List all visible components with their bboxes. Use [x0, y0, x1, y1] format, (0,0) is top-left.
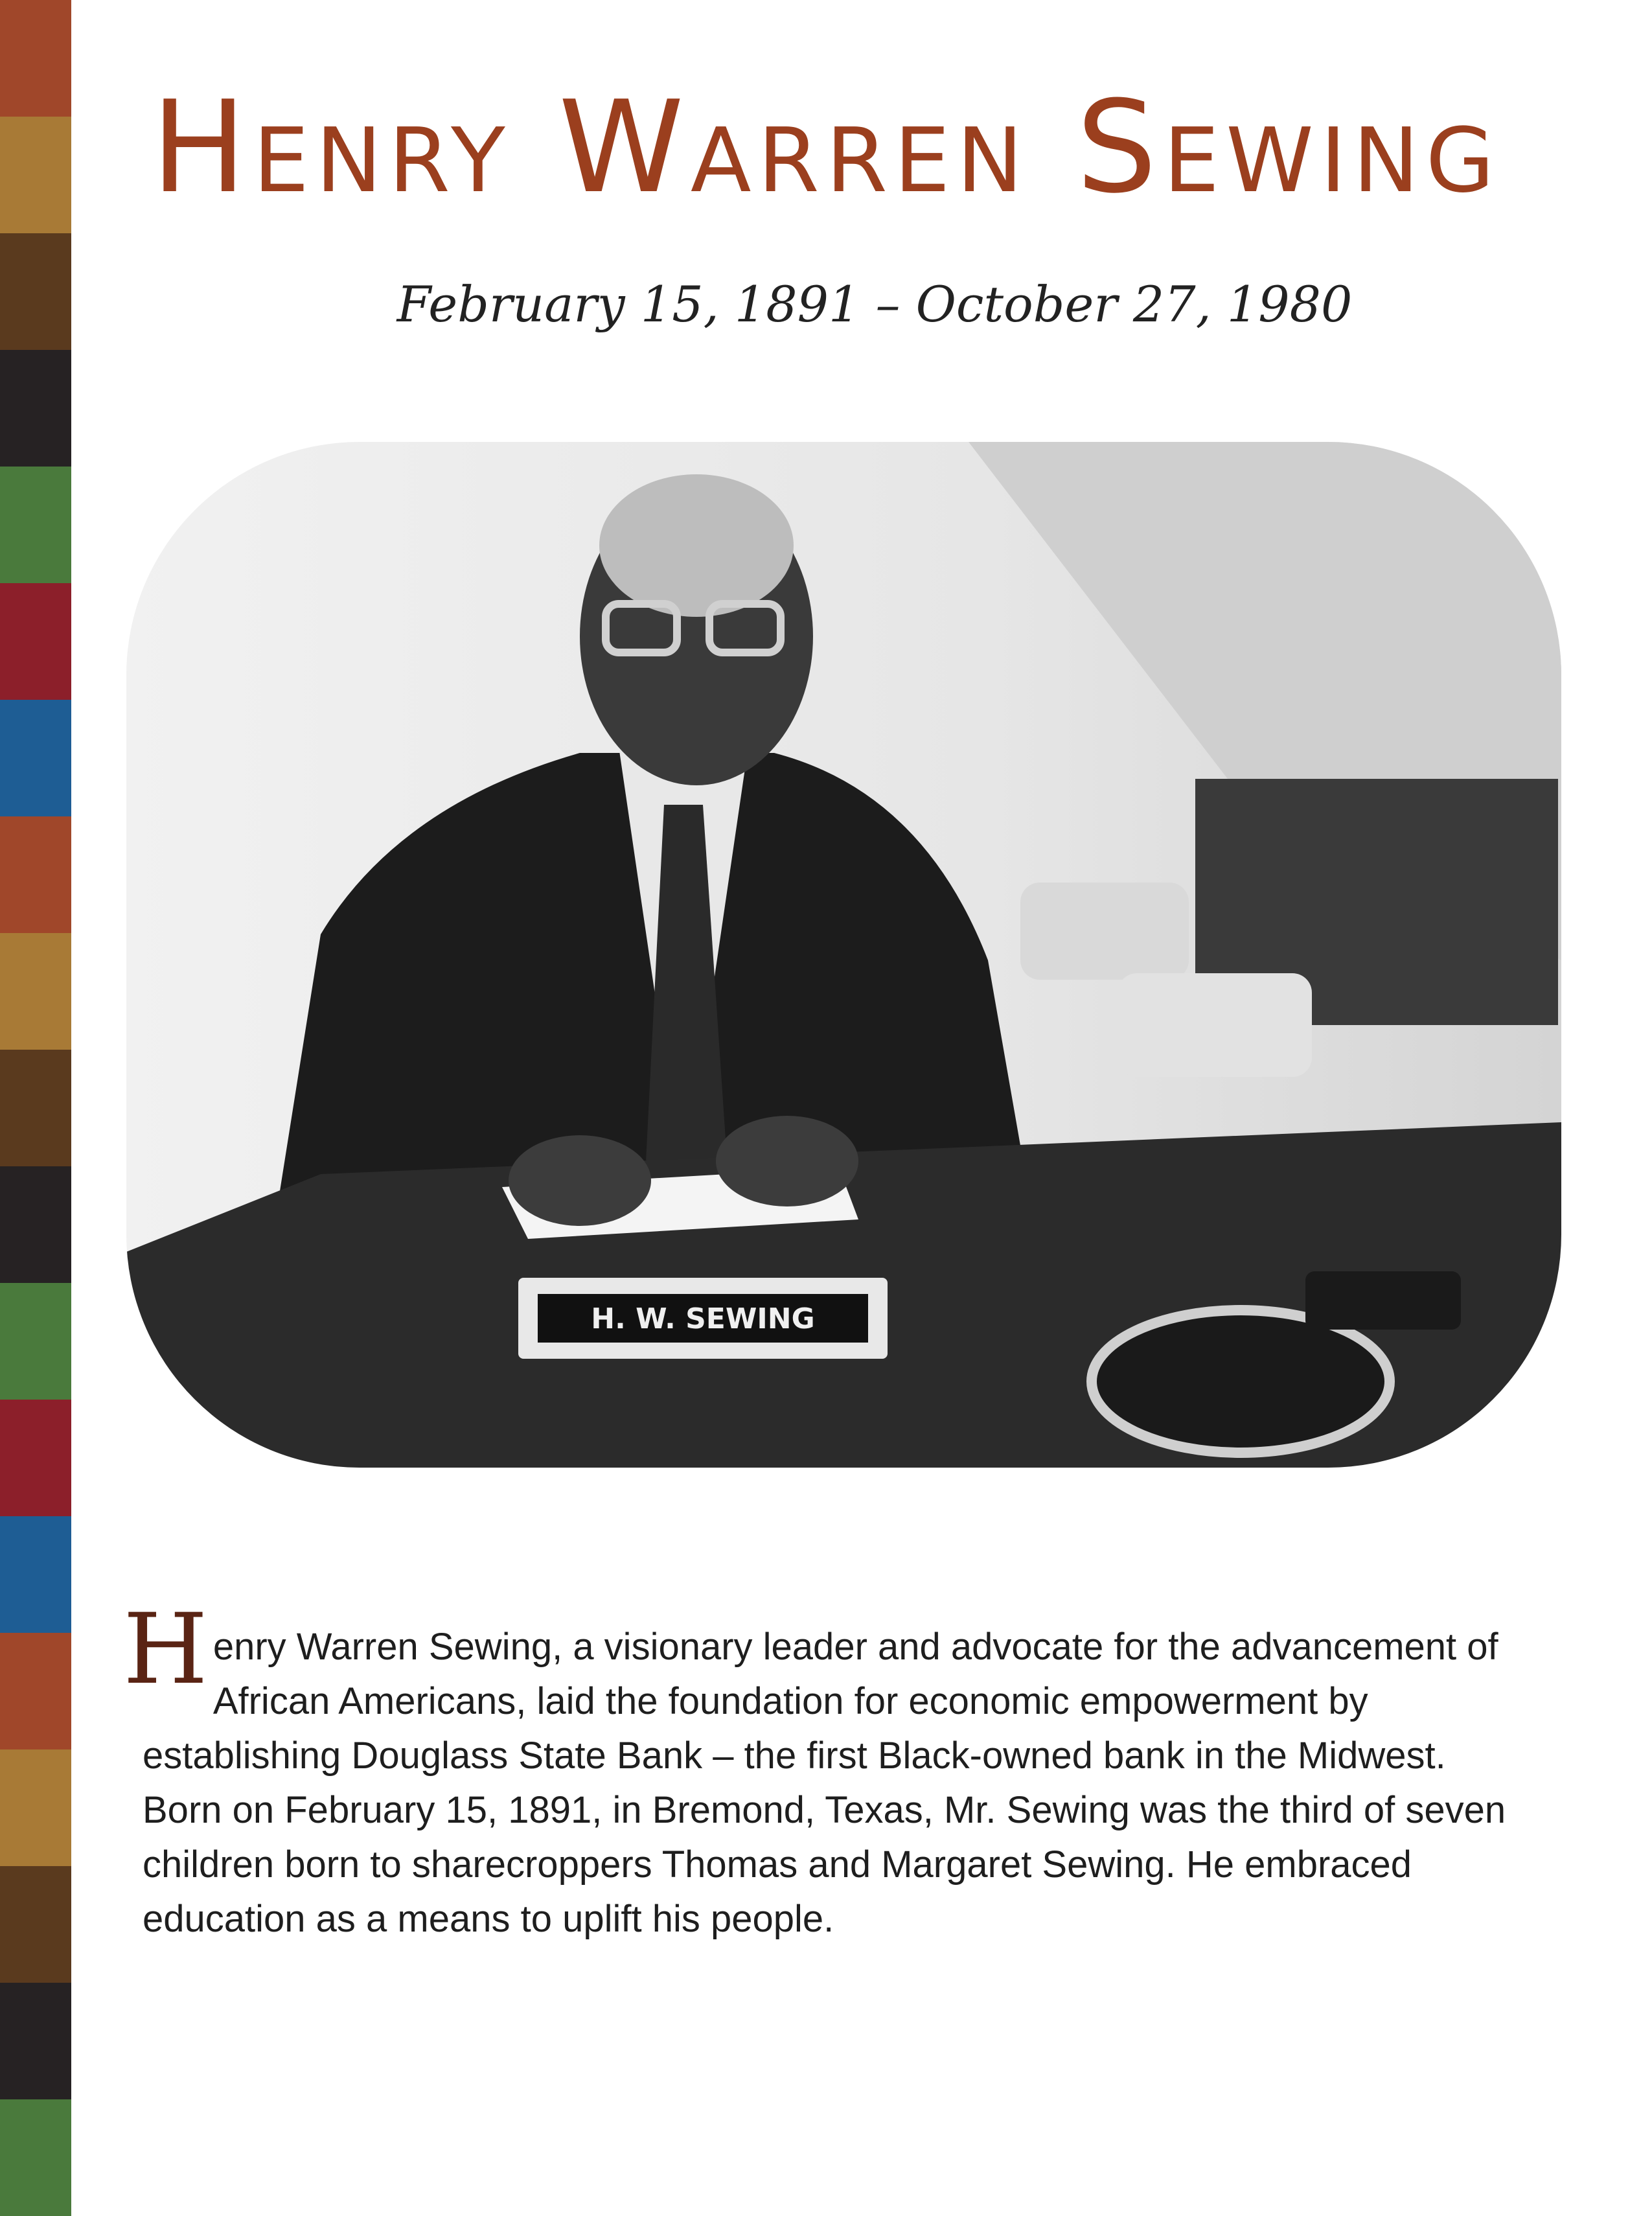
stripe-segment: [0, 1283, 71, 1400]
stripe-segment: [0, 1166, 71, 1283]
stripe-segment: [0, 117, 71, 233]
biography-paragraph: [123, 1593, 1535, 1946]
biography-text: enry Warren Sewing, a visionary leader and advocate for the advancement of African Americans, laid the foundation for economic empowerment by establishing Douglass State Bank – the first Black-owned bank in the Midwest. Born on February 15, 1891, in Bremond, Texas, Mr. Sewing was the third of seven children born to sharecroppers Thomas and Margaret Sewing. He embraced education as a means to uplift his people.: [143, 1626, 1506, 1940]
life-dates: February 15, 1891 – October 27, 1980: [396, 275, 1353, 333]
head-highlight: [599, 474, 794, 617]
portrait-photo: [126, 442, 1561, 1468]
stripe-segment: [0, 1866, 71, 1983]
stripe-segment: [0, 933, 71, 1050]
stripe-segment: [0, 1749, 71, 1866]
stripe-segment: [0, 1633, 71, 1749]
telephone-shape: [1118, 973, 1312, 1077]
stripe-segment: [0, 1400, 71, 1516]
ashtray-shape: [1092, 1310, 1390, 1453]
telephone-shape: [1020, 883, 1189, 980]
stripe-segment: [0, 1050, 71, 1166]
portrait-photo-illustration: [126, 442, 1561, 1468]
drop-cap: H: [123, 1593, 208, 1706]
stripe-segment: [0, 233, 71, 350]
desk-box-shape: [1305, 1271, 1461, 1330]
page-title: Henry Warren Sewing: [151, 74, 1501, 222]
stripe-segment: [0, 700, 71, 816]
stripe-segment: [0, 1516, 71, 1633]
hand-shape: [509, 1135, 651, 1226]
stripe-segment: [0, 2099, 71, 2216]
stripe-segment: [0, 583, 71, 700]
hand-shape: [716, 1116, 858, 1206]
stripe-segment: [0, 350, 71, 467]
nameplate-label: H. W. SEWING: [591, 1302, 815, 1335]
stripe-segment: [0, 467, 71, 583]
stripe-segment: [0, 0, 71, 117]
decorative-color-stripe: [0, 0, 71, 2138]
stripe-segment: [0, 1983, 71, 2099]
stripe-segment: [0, 816, 71, 933]
